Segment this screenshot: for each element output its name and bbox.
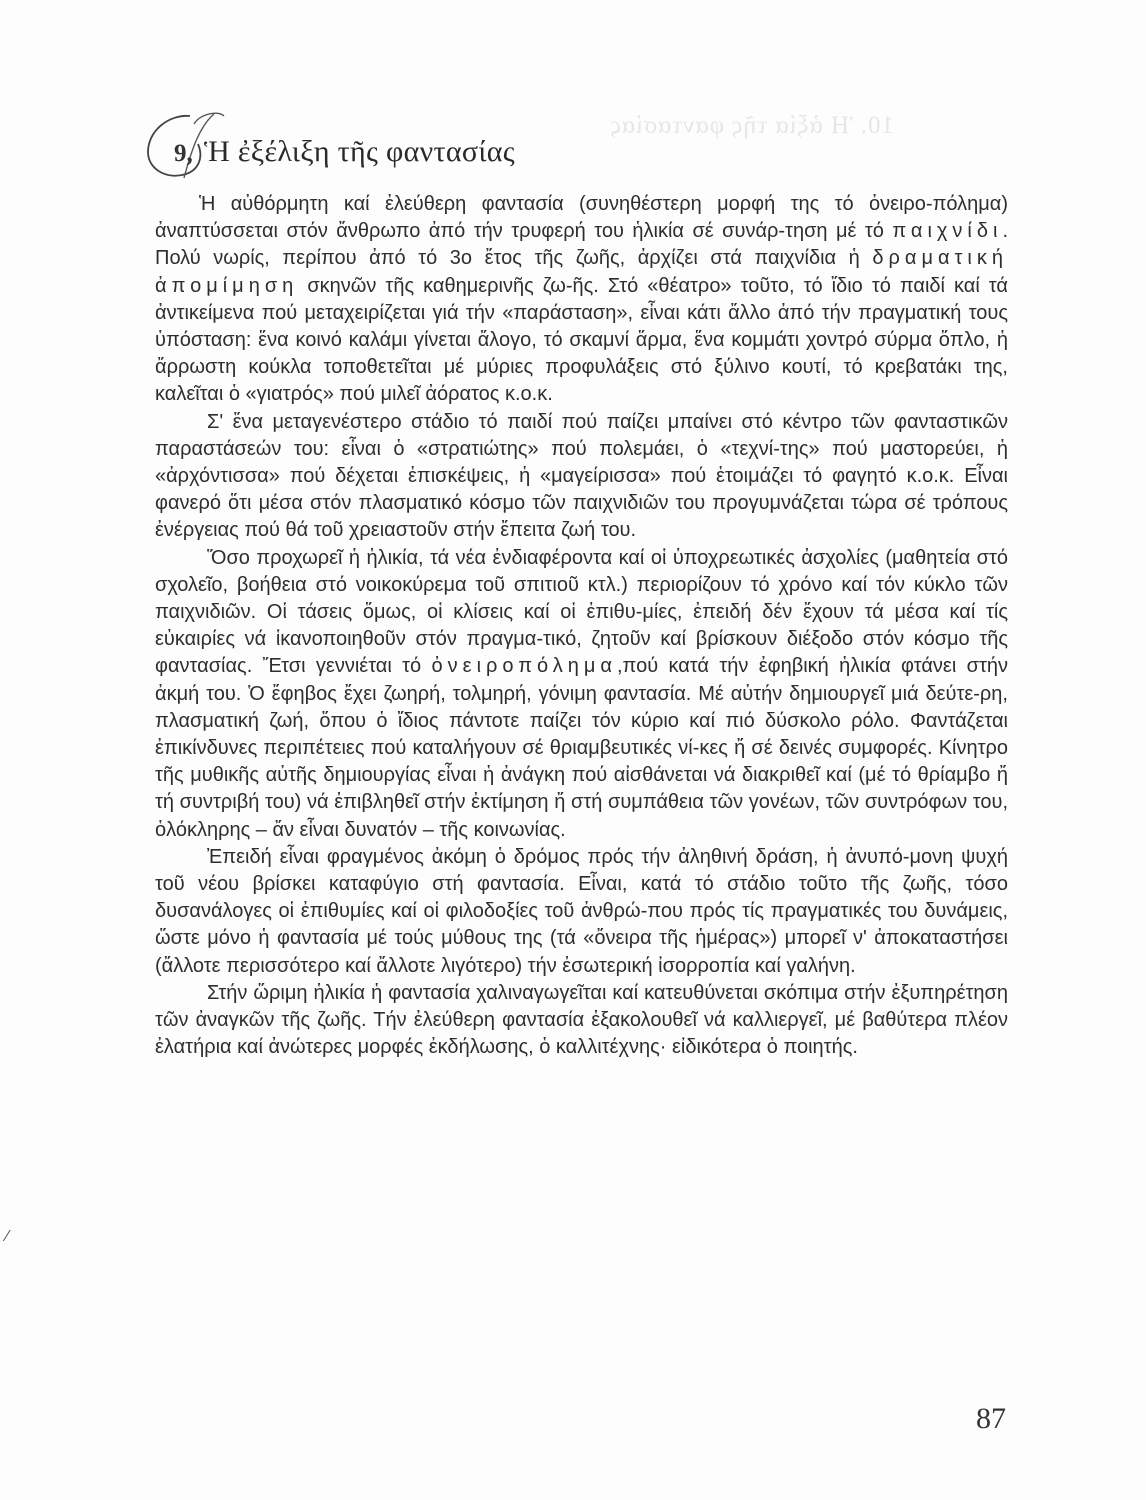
margin-mark: ⁄ — [6, 1228, 9, 1245]
text-run: Σ' ἕνα μεταγενέστερο στάδιο τό παιδί πού παίζει μπαίνει στό κέντρο τῶν φανταστικῶν παραστάσεών του: εἶναι ὁ «στρατιώτης» πού πολεμάει, ὁ «τεχνί-της» πού μαστορεύει, ἡ «ἀρχόντισσα» πού δέχεται ἐπισκέψεις, ἡ «μαγείρισσα» πού ἑτοιμάζει τό φαγητό κ.ο.κ. Εἶναι φανερό ὅτι μέσα στόν πλασματικό κόσμο τῶν παιχνιδιῶν του προγυμνάζεται τώρα σέ τρόπους ἐνέργειας πού θά τοῦ χρειαστοῦν στήν ἔπειτα ζωή του. — [155, 410, 1008, 542]
text-run: Ἐπειδή εἶναι φραγμένος ἀκόμη ὁ δρόμος πρός τήν ἀληθινή δράση, ἡ ἀνυπό-μονη ψυχή τοῦ νέου βρίσκει καταφύγιο στή φαντασία. Εἶναι, κατά τό στάδιο τοῦτο τῆς ζωῆς, τόσο δυσανάλογες οἱ ἐπιθυμίες καί οἱ φιλοδοξίες τοῦ ἀνθρώ-που πρός τίς πραγματικές του δυνάμεις, ὥστε μόνο ἡ φαντασία μέ τούς μύθους της (τά «ὄνειρα τῆς ἡμέρας») μπορεῖ ν' ἀποκαταστήσει (ἄλλοτε περισσότερο καί ἄλλοτε λιγότερο) τήν ἐσωτερική ἰσορροπία καί γαλήνη. — [155, 845, 1008, 977]
paragraph — [155, 409, 1008, 545]
bleed-through-heading: 10. Ἡ ἀξία τῆς φαντασίας — [610, 112, 894, 139]
section-heading — [140, 108, 740, 178]
spaced-term: δραματική ἀπομίμηση — [155, 247, 1008, 297]
text-run: Ὅσο προχωρεῖ ἡ ἡλικία, τά νέα ἐνδιαφέροντα καί οἱ ὑποχρεωτικές ἀσχολίες (μαθητεία στό σχολεῖο, βοήθεια στό νοικοκύρεμα τοῦ σπιτιοῦ κτλ.) περιορίζουν τό χρόνο καί τόν κύκλο τῶν παιχνιδιῶν. Οἱ τάσεις ὅμως, οἱ κλίσεις καί οἱ ἐπιθυ-μίες, ἐπειδή δέν ἔχουν τά μέσα καί τίς εὐκαιρίες νά ἱκανοποιηθοῦν στόν πραγμα-τικό, ζητοῦν καί βρίσκουν διέξοδο στόν κόσμο τῆς φαντασίας. Ἔτσι γεννιέται τό — [155, 546, 1008, 678]
body-text — [155, 191, 1008, 1062]
text-run: σκηνῶν τῆς καθημερινῆς ζω-ῆς. Στό «θέατρο» τοῦτο, τό ἴδιο τό παιδί καί τά ἀντικείμενα πού μεταχειρίζεται γιά τήν «παράσταση», εἶναι κάτι ἄλλο ἀπό τήν πραγματική τους ὑπόσταση: ἕνα κοινό καλάμι γίνεται ἄλογο, τό σκαμνί ἅρμα, ἕνα κομμάτι χοντρό σύρμα ὅπλο, ἡ ἄρρωστη κούκλα τοποθετεῖται μέ μύριες προφυλάξεις στό ξύλινο κουτί, τό κρεβατάκι της, καλεῖται ὁ «γιατρός» πού μιλεῖ ἀόρατος κ.ο.κ. — [155, 274, 1008, 406]
section-number: 9, — [174, 140, 193, 167]
paragraph — [155, 545, 1008, 844]
paragraph — [155, 191, 1008, 409]
paragraph — [155, 844, 1008, 980]
paragraph — [155, 980, 1008, 1062]
text-run: Στήν ὥριμη ἡλικία ἡ φαντασία χαλιναγωγεῖται καί κατευθύνεται σκόπιμα στήν ἐξυπηρέτηση τῶν ἀναγκῶν τῆς ζωῆς. Τήν ἐλεύθερη φαντασία ἐξακολουθεῖ νά καλλιεργεῖ, μέ βαθύτερα πλέον ἐλατήρια καί ἀνώτερες μορφές ἐκδήλωσης, ὁ καλλιτέχνης· εἰδικότερα ὁ ποιητής. — [155, 981, 1008, 1059]
text-run: ,πού κατά τήν ἐφηβική ἡλικία φτάνει στήν ἀκμή του. Ὁ ἔφηβος ἔχει ζωηρή, τολμηρή, γόνιμη φαντασία. Μέ αὐτήν δημιουργεῖ μιά δεύτε-ρη, πλασματική ζωή, ὅπου ὁ ἴδιος πάντοτε παίζει τόν κύριο καί πιό δύσκολο ρόλο. Φαντάζεται ἐπικίνδυνες περιπέτειες πού καταλήγουν σέ θριαμβευτικές νί-κες ἤ σέ δεινές συμφορές. Κίνητρο τῆς μυθικῆς αὐτῆς δημιουργίας εἶναι ἡ ἀνάγκη πού αἰσθάνεται νά διακριθεῖ καί (μέ τό θρίαμβο ἤ τή συντριβή του) νά ἐπιβληθεῖ στήν ἐκτίμηση ἤ στή συμπάθεια τῶν γονέων, τῶν συντρόφων του, ὁλόκληρης – ἄν εἶναι δυνατόν – τῆς κοινωνίας. — [155, 655, 1008, 841]
text-run: . Πολύ νωρίς, περίπου ἀπό τό 3ο ἔτος τῆς ζωῆς, ἀρχίζει στά παιχνίδια ἡ — [155, 220, 1008, 270]
text-run: Ἡ αὐθόρμητη καί ἐλεύθερη φαντασία (συνηθέστερη μορφή της τό ὀνειρο-πόλημα) ἀναπτύσσεται στόν ἄνθρωπο ἀπό τήν τρυφερή του ἡλικία σέ συνάρ-τηση μέ τό — [155, 193, 1008, 243]
spaced-term: παιχνίδι — [892, 220, 1003, 243]
section-title: Ἡ ἐξέλιξη τῆς φαντασίας — [204, 135, 515, 168]
page-number: 87 — [976, 1402, 1006, 1435]
spaced-term: ὀνειροπόλημα — [431, 655, 617, 678]
